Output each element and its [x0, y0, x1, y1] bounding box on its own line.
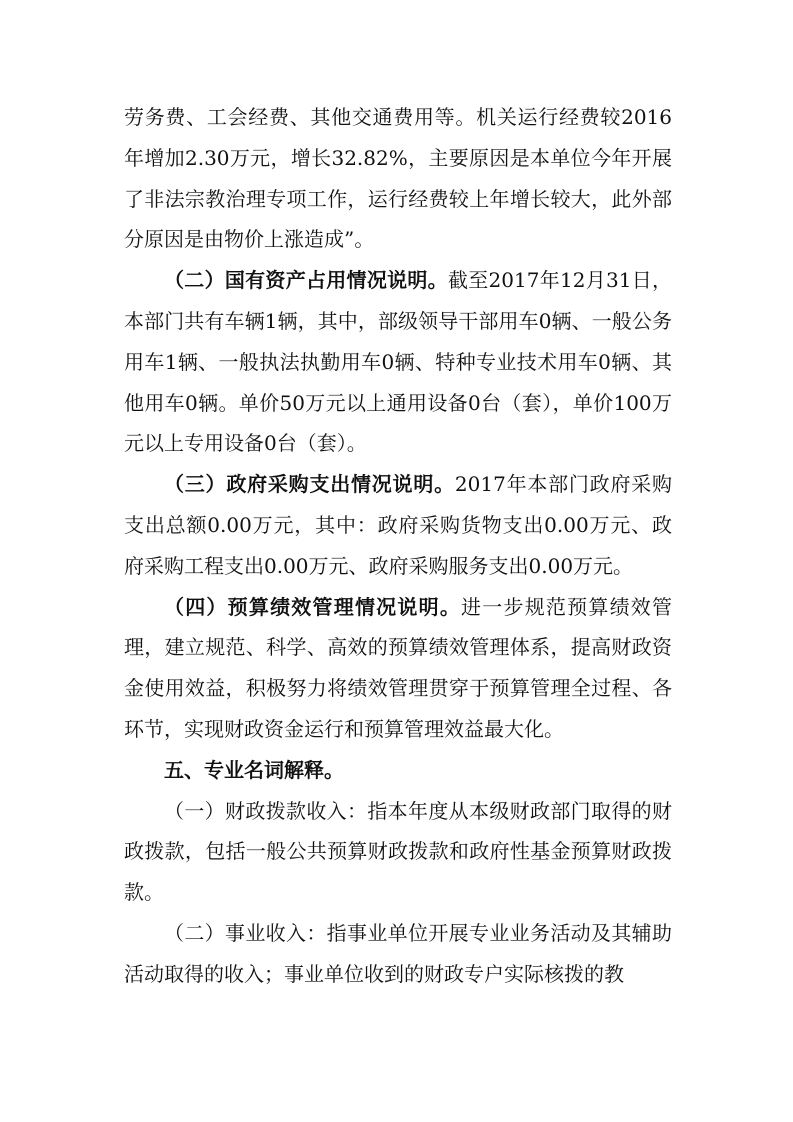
paragraph-text: 指本年度从本级财政部门取得的财政拨款，包括一般公共预算财政拨款和政府性基金预算财政拨款。 — [124, 798, 673, 905]
section-heading: （二）国有资产占用情况说明。 — [164, 268, 448, 293]
paragraph-text: 截至2017年12月31日，本部门共有车辆1辆，其中，部级领导干部用车0辆、一般公务用车1辆、一般执法执勤用车0辆、特种专业技术用车0辆、其他用车0辆。单价50万元以上通用设备0台（套），单价100万元以上专用设备0台（套）。 — [124, 268, 673, 456]
paragraph-glossary-title — [124, 750, 672, 791]
paragraph-performance — [124, 587, 672, 750]
paragraph-state-assets — [124, 260, 672, 464]
paragraph-text: 劳务费、工会经费、其他交通费用等。机关运行经费较2016年增加2.30万元，增长32.82%，主要原因是本单位今年开展了非法宗教治理专项工作，运行经费较上年增长较大，此外部分原因是由物价上涨造成”。 — [124, 105, 672, 252]
paragraph-fiscal-revenue — [124, 791, 672, 913]
paragraph-business-revenue — [124, 913, 672, 995]
term-heading: （二）事业收入： — [164, 920, 327, 945]
section-heading: （三）政府采购支出情况说明。 — [164, 472, 455, 497]
paragraph-text: 指事业单位开展专业业务活动及其辅助活动取得的收入；事业单位收到的财政专户实际核拨的教 — [124, 920, 673, 986]
paragraph-text: 进一步规范预算绩效管理，建立规范、科学、高效的预算绩效管理体系，提高财政资金使用效益，积极努力将绩效管理贯穿于预算管理全过程、各环节，实现财政资金运行和预算管理效益最大化。 — [124, 594, 673, 741]
paragraph-text: 2017年本部门政府采购支出总额0.00万元，其中：政府采购货物支出0.00万元、政府采购工程支出0.00万元、政府采购服务支出0.00万元。 — [124, 472, 673, 578]
term-heading: （一）财政拨款收入： — [164, 798, 368, 823]
section-heading: （四）预算绩效管理情况说明。 — [164, 594, 462, 619]
paragraph-procurement — [124, 464, 672, 586]
document-page — [124, 97, 672, 995]
paragraph-operating-costs — [124, 97, 672, 260]
section-heading: 五、专业名词解释。 — [164, 757, 344, 782]
